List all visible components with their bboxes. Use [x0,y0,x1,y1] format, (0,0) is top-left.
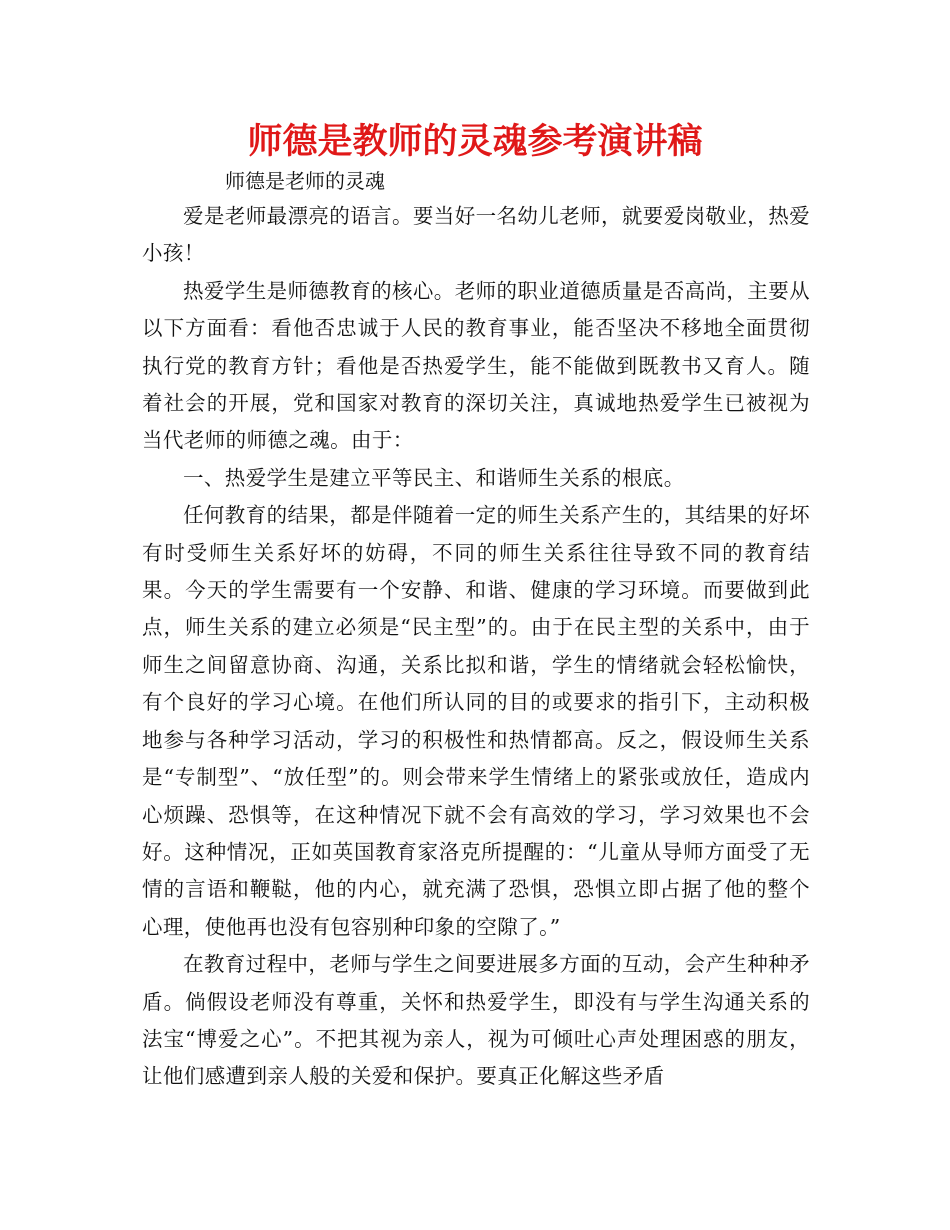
document-subtitle: 师德是老师的灵魂 [225,169,385,193]
paragraph: 在教育过程中，老师与学生之间要进展多方面的互动，会产生种种矛盾。倘假设老师没有尊重，关怀和热爱学生，即没有与学生沟通关系的法宝“博爱之心”。不把其视为亲人，视为可倾吐心声处理困惑的朋友，让他们感遭到亲人般的关爱和保护。要真正化解这些矛盾 [142,952,810,1089]
paragraph: 任何教育的结果，都是伴随着一定的师生关系产生的，其结果的好坏有时受师生关系好坏的妨碍，不同的师生关系往往导致不同的教育结果。今天的学生需要有一个安静、和谐、健康的学习环境。而要做到此点，师生关系的建立必须是“民主型”的。由于在民主型的关系中，由于师生之间留意协商、沟通，关系比拟和谐，学生的情绪就会轻松愉快，有个良好的学习心境。在他们所认同的目的或要求的指引下，主动积极地参与各种学习活动，学习的积极性和热情都高。反之，假设师生关系是“专制型”、“放任型”的。则会带来学生情绪上的紧张或放任，造成内心烦躁、恐惧等，在这种情况下就不会有高效的学习，学习效果也不会好。这种情况，正如英国教育家洛克所提醒的：“儿童从导师方面受了无情的言语和鞭鞑，他的内心，就充满了恐惧，恐惧立即占据了他的整个心理，使他再也没有包容别种印象的空隙了。” [142,503,810,939]
document-title: 师德是教师的灵魂参考演讲稿 [247,122,703,162]
paragraph: 爱是老师最漂亮的语言。要当好一名幼儿老师，就要爱岗敬业，热爱小孩！ [142,204,810,266]
paragraph: 热爱学生是师德教育的核心。老师的职业道德质量是否高尚，主要从以下方面看：看他否忠诚于人民的教育事业，能否坚决不移地全面贯彻执行党的教育方针；看他是否热爱学生，能不能做到既教书又育人。随着社会的开展，党和国家对教育的深切关注，真诚地热爱学生已被视为当代老师的师德之魂。由于： [142,278,810,453]
paragraph: 一、热爱学生是建立平等民主、和谐师生关系的根底。 [183,465,685,490]
document-body [142,198,810,1096]
